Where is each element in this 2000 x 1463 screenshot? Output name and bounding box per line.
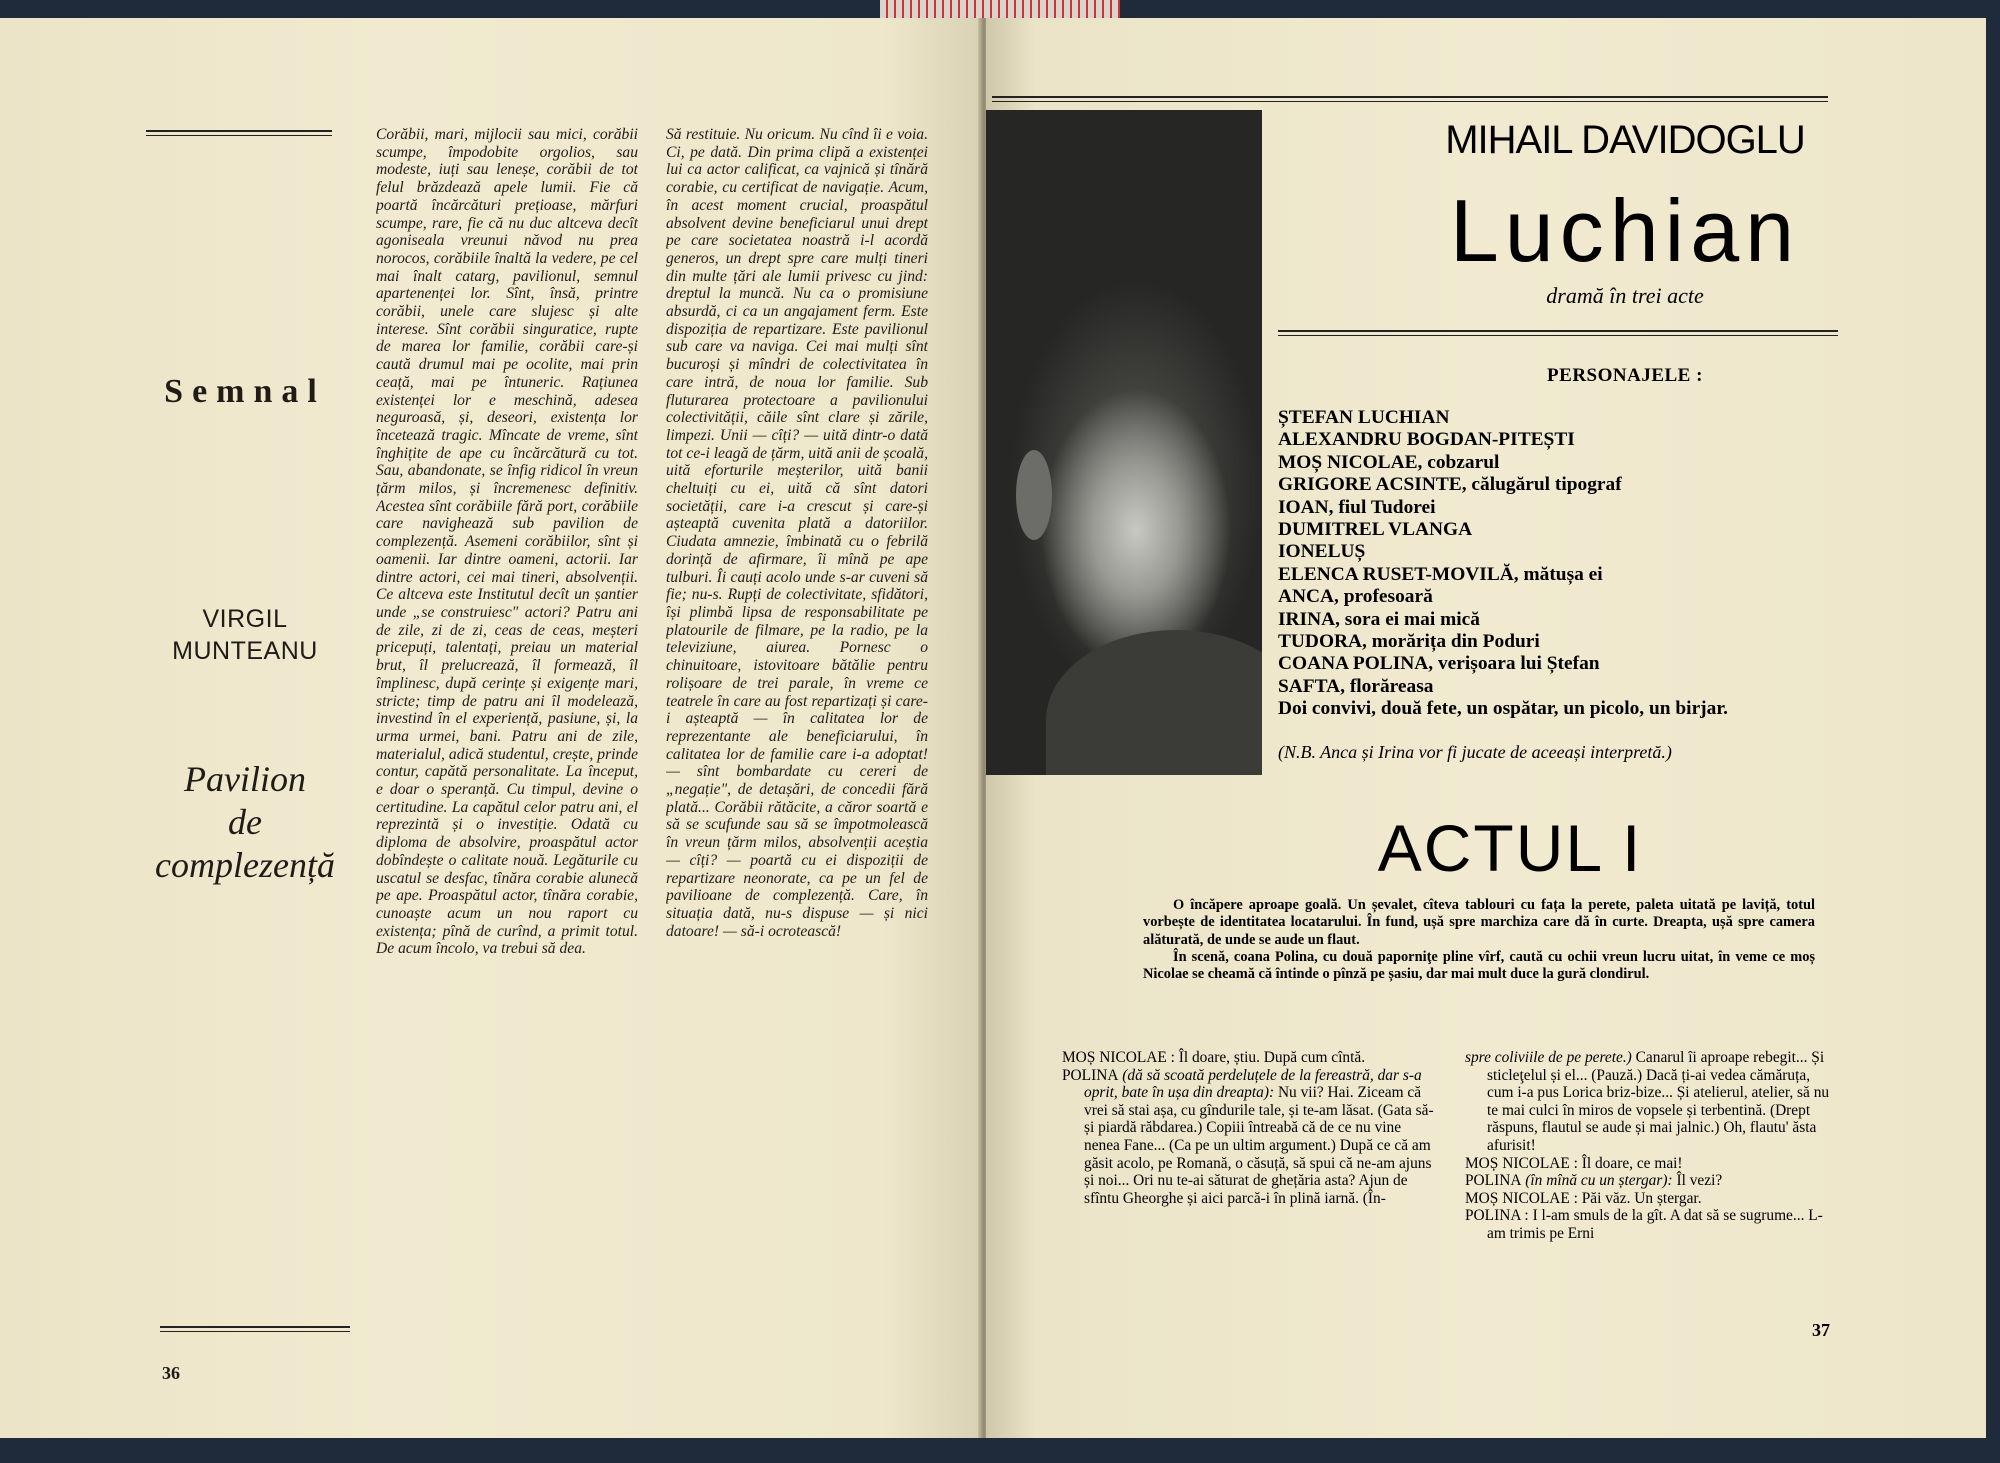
bottom-rule-left — [160, 1326, 350, 1332]
character-entry — [1278, 631, 1978, 653]
character-entry — [1278, 609, 1978, 631]
speaker-name: MOȘ NICOLAE : — [1465, 1189, 1578, 1207]
character-role: morărița din Poduri — [1366, 631, 1540, 653]
play-subtitle: dramă în trei acte — [1546, 283, 1704, 308]
top-rule-right — [992, 96, 1828, 102]
character-entry — [1278, 541, 1978, 563]
author-first-name: VIRGIL — [202, 605, 288, 633]
stage-note: spre coliviile de pe perete.) — [1465, 1049, 1632, 1066]
dialogue-line — [1465, 1155, 1837, 1173]
character-entry — [1278, 586, 1978, 608]
character-name: ELENCA RUSET-MOVILĂ, — [1278, 563, 1519, 585]
character-role: cobzarul — [1422, 451, 1500, 473]
title-rule — [1278, 330, 1838, 336]
stage-note: (în mînă cu un ștergar): — [1521, 1172, 1673, 1190]
essay-author — [150, 603, 340, 667]
speaker-name: POLINA : — [1465, 1207, 1529, 1225]
play-author: MIHAIL DAVIDOGLU — [1445, 118, 1805, 162]
line-text: Nu vii? Hai. Ziceam că vrei să stai așa, cu gîndurile tale, și te-am lăsat. (Gata să-și piardă răbdarea.) Copiii întreabă că de ce nu vine nenea Fane... (Ca pe un ultim argument.) După ce că am găsit acolo, pe Romană, o căsuță, să spui că ne-am ajuns și noi... Ori nu te-ai săturat de ghețăria asta? Ajun de sfîntu Gheorghe și aici parcă-i în plină iarnă. (În- — [1084, 1084, 1434, 1207]
character-entry — [1278, 519, 1978, 541]
dialogue-line — [1062, 1049, 1434, 1067]
character-name: GRIGORE ACSINTE, — [1278, 474, 1467, 496]
character-name: Doi convivi, două fete, un ospătar, un picolo, un birjar. — [1278, 698, 1729, 720]
character-role: verișoara lui Ștefan — [1433, 653, 1600, 675]
casting-note: (N.B. Anca și Irina vor fi jucate de aceeași interpretă.) — [1278, 742, 1672, 762]
dialogue-column-2 — [1465, 1049, 1837, 1243]
stage-direction-paragraph: În scenă, coana Polina, cu două paporniţe pline vîrf, caută cu ochii vreun lucru uitat, în veme ce moș Nicolae se cheamă că întinde o pînză pe șasiu, dar mai mult duce la gură clondirul. — [1143, 948, 1815, 983]
speaker-name: POLINA — [1465, 1172, 1522, 1190]
character-role: sora ei mai mică — [1339, 608, 1480, 630]
act-heading: ACTUL I — [1377, 811, 1643, 885]
character-name: IOAN, — [1278, 496, 1334, 518]
top-rule-left — [146, 130, 332, 136]
character-entry — [1278, 452, 1978, 474]
character-entry — [1278, 698, 1978, 720]
play-title: Luchian — [1449, 181, 1801, 280]
essay-title-line-3: complezență — [155, 845, 335, 885]
character-name: DUMITREL VLANGA — [1278, 519, 1473, 541]
character-role: fiul Tudorei — [1333, 496, 1436, 518]
left-page — [0, 18, 982, 1438]
character-name: TUDORA, — [1278, 631, 1367, 653]
character-entry — [1278, 474, 1978, 496]
character-entry — [1278, 653, 1978, 675]
page-number-left: 36 — [162, 1363, 180, 1383]
line-text: Canarul îi aproape rebegit... Și sticleţelul și el... (Pauză.) Dacă ți-ai vedea cămăruța, cum i-a pus Lorica briz-bize... Și atelierul, atelier, să nu te mai culci în miros de vopsele și terbentină. (Drept răspuns, flautul se aude și mai jalnic.) Oh, flautu' ăsta afurisit! — [1487, 1049, 1830, 1154]
line-text: Îl vezi? — [1672, 1172, 1723, 1190]
portrait-ear — [1016, 450, 1052, 540]
character-name: ALEXANDRU BOGDAN-PITEȘTI — [1278, 429, 1575, 451]
dialogue-line — [1465, 1207, 1837, 1242]
portrait-shoulder — [1046, 630, 1262, 775]
stage-direction-paragraph: O încăpere aproape goală. Un șevalet, cîteva tablouri cu fața la perete, paleta uitată pe laviță, totul vorbește de identitatea locatarului. În fund, ușă spre marchiza care dă în curte. Dreapta, ușă spre camera alăturată, de unde se aude un flaut. — [1143, 897, 1815, 948]
line-text: I l-am smuls de la gît. A dat să se sugrume... L-am trimis pe Erni — [1487, 1207, 1823, 1242]
character-name: COANA POLINA, — [1278, 653, 1434, 675]
character-entry — [1278, 407, 1978, 429]
character-role: profesoară — [1338, 586, 1433, 608]
series-title: Semnal — [164, 373, 326, 410]
character-role: mătușa ei — [1518, 563, 1603, 585]
essay-column-2: Să restituie. Nu oricum. Nu cînd îi e voia. Ci, pe dată. Din prima clipă a existenței lui ca actor calificat, ca vajnică și tînără corabie, cu certificat de navigație. Acum, în acest moment crucial, proaspătul absolvent devine beneficiarul unui drept pe care societatea noastră i-l acordă generos, un drept spre care mulți tineri din multe țări ale lumii privesc cu jind: dreptul la muncă. Nu ca o promisiune absurdă, ci ca un angajament ferm. Este dispoziția de repartizare. Este pavilionul sub care va naviga. Cei mai mulți sînt bucuroși și mîndri de colectivitatea în care intră, de noua lor familie. Sub fluturarea protectoare a pavilionului colectivității, căile sînt clare și zările, limpezi. Unii — cîți? — uită dintr-o dată tot ce-i leagă de țărm, uită anii de școală, uită eforturile meșterilor, uită banii cheltuiți cu ei, uită că sînt datori societății, care i-a crescut și care-și așteaptă cuvenita plată a datoriilor. Ciudata amnezie, îmbinată cu o febrilă dorință de afirmare, îi mînă pe ape tulburi. Îi cauți acolo unde s-ar cuveni să fie; nu-s. Rupți de colectivitate, sfidători, își plimbă lipsa de responsabilitate pe platourile de filmare, pe la radio, pe la televiziune, aiurea. Pornesc o chinuitoare, istovitoare bătălie pentru rolișoare de trei parale, în vreme ce teatrele în care au fost repartizați și care-i așteaptă — în calitatea lor de reprezentante ale beneficiarului, în calitatea lor de familie care i-a adoptat! — sînt bombardate cu cereri de „negație", de detașări, de concedii fără plată... Corăbii rătăcite, a căror soartă e să se scufunde sau să se împotmolească în vreun țărm milos, absolvenții aceștia — cîți? — poartă cu ei dispoziții de repartizare neonorate, ca pe un fel de pavilioane de complezență. Care, în situația dată, nu-s dispuse — și nici datoare! — să-i ocrotească! — [666, 126, 928, 940]
essay-title-line-2: de — [228, 802, 262, 842]
essay-column-1: Corăbii, mari, mijlocii sau mici, corăbii scumpe, împodobite orgolios, sau modeste, iuți sau leneșe, corăbii de tot felul brăzdează apele lumii. Fie că poartă încărcături prețioase, mărfuri scumpe, rare, fie că nu duc altceva decît agoniseala vreunui năvod nu prea norocos, corăbiile înaltă la vedere, pe cel mai înalt catarg, pavilionul, semnul apartenenței lor. Sînt, însă, printre corăbii, unele care slujesc și alte interese. Sînt corăbii singuratice, rupte de marea lor familie, corăbii care-și caută drumul mai pe ocolite, mai prin ceață, mai pe întuneric. Rațiunea existenței lor e meschină, adesea neguroasă, și, deseori, existența lor încetează tragic. Mîncate de vreme, sînt înghițite de ape cu încărcătură cu tot. Sau, abandonate, se înfig ridicol în vreun țărm milos, și încremenesc definitiv. Acestea sînt corăbiile fără port, corăbiile care navighează sub pavilion de complezență. Asemeni corăbiilor, sînt și oamenii. Iar dintre oameni, actorii. Iar dintre actori, cei mai tineri, absolvenții. Ce altceva este Institutul decît un șantier unde „se construiesc" actori? Patru ani de zile, zi de zi, ceas de ceas, meșteri pricepuți, talentați, preiau un material brut, îl prelucrează, îl formează, îl împlinesc, după cerințe și exigențe mari, stricte; timp de patru ani îl modelează, investind în el experiență, pasiune, și, la urma urmei, bani. Patru ani de zile, materialul, adică studentul, crește, prinde contur, capătă personalitate. La început, e doar o speranță. Cu timpul, devine o certitudine. La capătul celor patru ani, el reprezintă și o investiție. Odată cu diploma de absolvire, proaspătul actor dobîndește o calitate nouă. Legăturile cu uscatul se desfac, tînăra corabie alunecă pe ape. Proaspătul actor, tînăra corabie, cunoaște acum un nou raport cu existența; pînă de curînd, a primit totul. De acum încolo, va trebui să dea. — [376, 126, 638, 958]
line-text: Îl doare, știu. După cum cîntă. — [1174, 1049, 1366, 1066]
dialogue-line — [1465, 1172, 1837, 1190]
character-entry — [1278, 676, 1978, 698]
character-role: florăreasa — [1344, 675, 1434, 697]
characters-heading: PERSONAJELE : — [1547, 365, 1703, 386]
dialogue-line — [1062, 1067, 1434, 1208]
dialogue-column-1 — [1062, 1049, 1434, 1207]
character-name: IONELUȘ — [1278, 541, 1366, 563]
author-last-name: MUNTEANU — [172, 637, 318, 665]
character-name: SAFTA, — [1278, 675, 1345, 697]
stage-note: (dă să scoată perdeluțele de la fereastră, dar s-a oprit, bate în ușa din dreapta): — [1084, 1066, 1422, 1102]
speaker-name: MOȘ NICOLAE : — [1062, 1049, 1175, 1066]
author-portrait-photo — [986, 110, 1262, 775]
essay-title-line-1: Pavilion — [184, 759, 306, 799]
character-name: ȘTEFAN LUCHIAN — [1278, 407, 1450, 428]
character-name: IRINA, — [1278, 608, 1340, 630]
line-text: Îl doare, ce mai! — [1577, 1154, 1683, 1172]
binding-ribbon — [880, 0, 1120, 20]
character-name: MOȘ NICOLAE, — [1278, 451, 1423, 473]
character-entry — [1278, 497, 1978, 519]
page-number-right: 37 — [1812, 1320, 1830, 1340]
character-entry — [1278, 429, 1978, 451]
line-text: Păi văz. Un ștergar. — [1577, 1189, 1702, 1207]
character-role: călugărul tipograf — [1466, 474, 1622, 496]
characters-list — [1278, 407, 1978, 721]
essay-title — [150, 758, 340, 887]
dialogue-line — [1465, 1190, 1837, 1208]
dialogue-line — [1465, 1049, 1837, 1155]
speaker-name: POLINA — [1062, 1066, 1119, 1084]
speaker-name: MOȘ NICOLAE : — [1465, 1154, 1578, 1172]
character-entry — [1278, 564, 1978, 586]
character-name: ANCA, — [1278, 586, 1339, 608]
stage-direction — [1143, 897, 1815, 983]
